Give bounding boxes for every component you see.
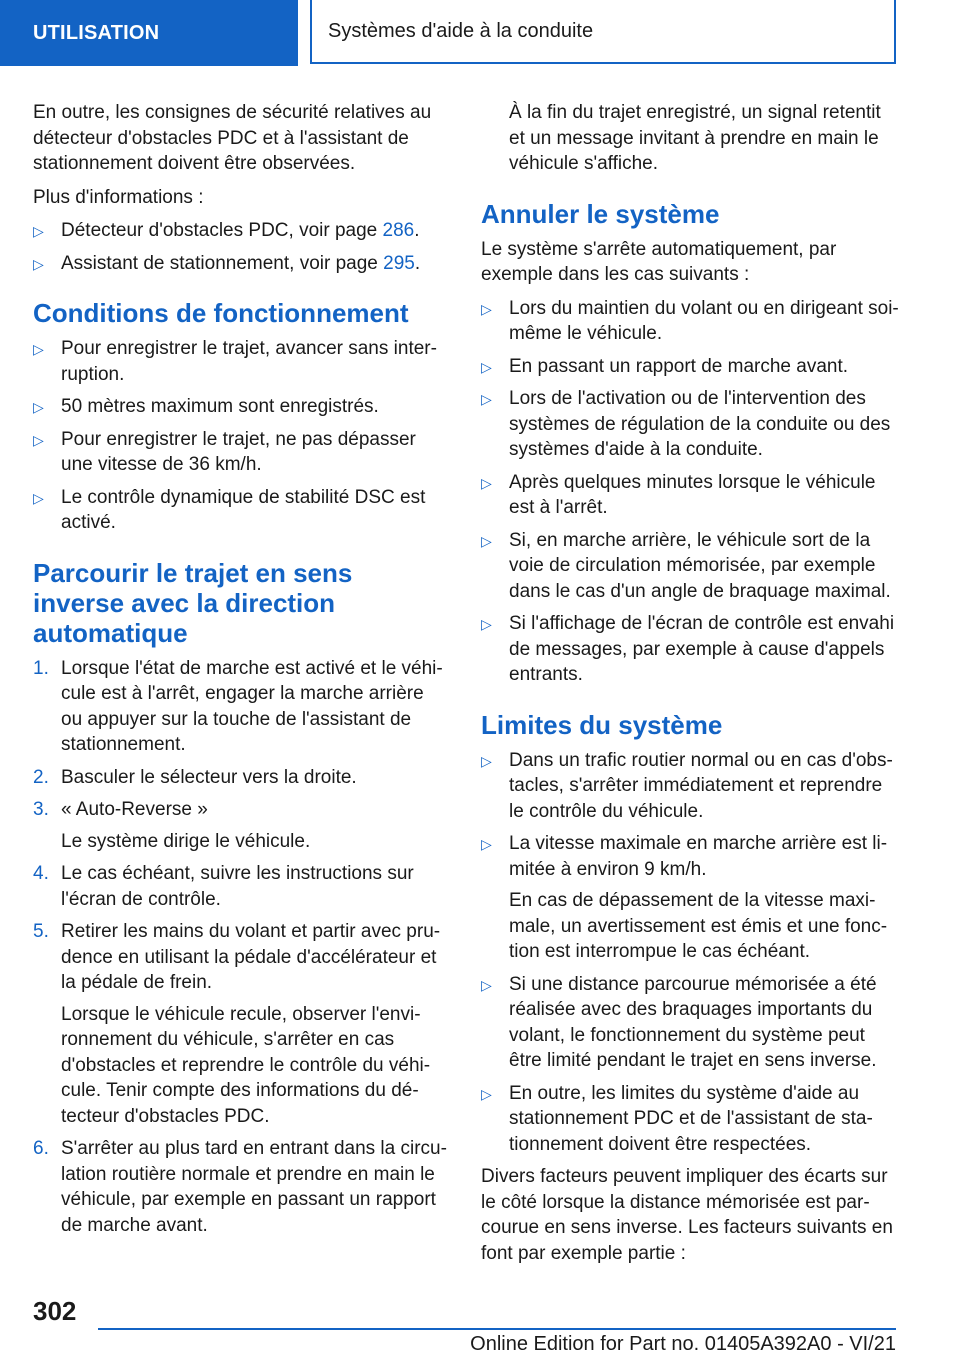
- triangle-bullet-icon: ▷: [481, 532, 492, 549]
- list-item: ▷ Lors du maintien du volant ou en dirigeant soi-même le véhicule.: [481, 297, 899, 344]
- step-number: 3.: [33, 799, 49, 820]
- footer-edition: Online Edition for Part no. 01405A392A0 - VI/21: [470, 1333, 896, 1355]
- step-number: 1.: [33, 657, 49, 679]
- step-item: 1. Lorsque l'état de marche est activé et le véhicule est à l'arrêt, engager la marche arrière ou appuyer sur la touche de l'assistant de stationnement.: [33, 657, 443, 755]
- heading-limites: Limites du système: [481, 709, 723, 740]
- list-item: ▷ La vitesse maximale en marche arrière est limitée à environ 9 km/h. En cas de dépassement de la vitesse maximale, un avertissement est émis et une fonction est interrompue le cas échéant.: [481, 831, 899, 965]
- list-item: ▷ Si une distance parcourue mémorisée a été réalisée avec des braquages importants du volant, le fonctionnement du système peut être limité pendant le trajet en sens inverse.: [481, 973, 877, 1071]
- triangle-bullet-icon: ▷: [481, 836, 492, 852]
- section-title: UTILISATION: [33, 21, 160, 44]
- step-number: 4.: [33, 863, 49, 884]
- list-item: ▷ Si l'affichage de l'écran de contrôle est envahi de messages, par exemple à cause d'appels entrants.: [481, 613, 895, 685]
- heading-conditions: Conditions de fonctionnement: [33, 298, 409, 328]
- step-item: 4. Le cas échéant, suivre les instructions sur l'écran de contrôle.: [33, 863, 414, 910]
- more-info-label: Plus d'informations :: [33, 186, 204, 208]
- step-item: 3. « Auto-Reverse » Le système dirige le véhicule.: [33, 797, 448, 854]
- annuler-intro: Le système s'arrête automatiquement, par exemple dans les cas suivants :: [481, 238, 837, 285]
- list-item: ▷ Lors de l'activation ou de l'intervention des systèmes de régulation de la conduite ou des systèmes d'aide à la conduite.: [481, 388, 891, 460]
- list-item: ▷ Le contrôle dynamique de stabilité DSC est activé.: [33, 486, 426, 533]
- heading-annuler: Annuler le système: [481, 198, 720, 229]
- item-note: En cas de dépassement de la vitesse maximale, un avertissement est émis et une fonction est interrompue le cas échéant.: [509, 890, 888, 962]
- chapter-title: Systèmes d'aide à la conduite: [328, 19, 594, 42]
- list-item: ▷ Dans un trafic routier normal ou en cas d'obstacles, s'arrêter immédiatement et reprendre le contrôle du véhicule.: [481, 749, 893, 822]
- triangle-bullet-icon: ▷: [481, 1085, 492, 1102]
- step-number: 6.: [33, 1138, 49, 1159]
- reference-list: [33, 218, 448, 276]
- outro-paragraph: Divers facteurs peuvent impliquer des écarts sur le côté lorsque la distance mémorisée est parcourue en sens inverse. Les facteurs suivants en font par exemple partie :: [481, 1166, 893, 1264]
- continuation-paragraph: À la fin du trajet enregistré, un signal retentit et un message invitant à prendre en main le véhicule s'affiche.: [509, 102, 881, 174]
- list-item: ▷ Assistant de stationnement, voir page 295.: [33, 251, 448, 277]
- list-item: ▷ Détecteur d'obstacles PDC, voir page 286.: [33, 218, 448, 244]
- triangle-bullet-icon: ▷: [33, 223, 44, 239]
- list-item: ▷ En outre, les limites du système d'aide au stationnement PDC et de l'assistant de stationnement doivent être respectées.: [481, 1082, 873, 1155]
- triangle-bullet-icon: ▷: [33, 341, 44, 357]
- step-item: 2. Basculer le sélecteur vers la droite.: [33, 765, 448, 791]
- triangle-bullet-icon: ▷: [481, 752, 492, 769]
- triangle-bullet-icon: ▷: [481, 474, 492, 491]
- page-link[interactable]: 295: [383, 252, 415, 274]
- step-note: Lorsque le véhicule recule, observer l'environnement du véhicule, s'arrêter en cas d'obstacles et reprendre le contrôle du véhicule. Tenir compte des informations du détecteur d'obstacles PDC.: [61, 1003, 431, 1127]
- steps-list: [33, 656, 448, 1239]
- conditions-list: [33, 336, 448, 536]
- list-item: ▷ Pour enregistrer le trajet, ne pas dépasser une vitesse de 36 km/h.: [33, 428, 416, 475]
- annuler-list: [481, 296, 899, 688]
- right-column: [481, 100, 899, 1274]
- triangle-bullet-icon: ▷: [481, 616, 492, 632]
- step-note: Le système dirige le véhicule.: [61, 830, 311, 852]
- step-number: 5.: [33, 921, 49, 942]
- triangle-bullet-icon: ▷: [481, 976, 492, 993]
- triangle-bullet-icon: ▷: [481, 391, 492, 407]
- triangle-bullet-icon: ▷: [33, 399, 44, 415]
- list-item: ▷ Après quelques minutes lorsque le véhicule est à l'arrêt.: [481, 471, 876, 518]
- step-number: 2.: [33, 766, 49, 788]
- triangle-bullet-icon: ▷: [33, 255, 44, 272]
- list-item: ▷ 50 mètres maximum sont enregistrés.: [33, 394, 448, 420]
- limites-list: [481, 748, 899, 1158]
- list-item: ▷ Si, en marche arrière, le véhicule sort de la voie de circulation mémorisée, par exemple dans le cas d'un angle de braquage maximal.: [481, 529, 891, 602]
- header-section: [0, 0, 298, 66]
- step-item: 5. Retirer les mains du volant et partir avec prudence en utilisant la pédale d'accélérateur et la pédale de frein. Lorsque le véhicule recule, observer l'environnement du véhicule, s'arrêter en cas d'obstacles et reprendre le contrôle du véhicule. Tenir compte des informations du détecteur d'obstacles PDC.: [33, 919, 448, 1129]
- page-number: 302: [33, 1296, 77, 1326]
- list-item: ▷ Pour enregistrer le trajet, avancer sans interruption.: [33, 338, 437, 385]
- triangle-bullet-icon: ▷: [481, 300, 492, 317]
- triangle-bullet-icon: ▷: [33, 431, 44, 448]
- heading-parcourir: Parcourir le trajet en sens inverse avec la direction automatique: [33, 557, 353, 648]
- footer-divider: [98, 1328, 896, 1330]
- left-column: [33, 100, 448, 1245]
- header-chapter: [310, 0, 896, 64]
- page-link[interactable]: 286: [382, 220, 415, 241]
- step-item: 6. S'arrêter au plus tard en entrant dans la circulation routière normale et prendre en main le véhicule, par exemple en passant un rapport de marche avant.: [33, 1138, 447, 1236]
- triangle-bullet-icon: ▷: [33, 489, 44, 506]
- triangle-bullet-icon: ▷: [481, 358, 492, 375]
- intro-paragraph: En outre, les consignes de sécurité relatives au détecteur d'obstacles PDC et à l'assistant de stationnement doivent être observées.: [33, 102, 432, 174]
- list-item: ▷ En passant un rapport de marche avant.: [481, 354, 899, 380]
